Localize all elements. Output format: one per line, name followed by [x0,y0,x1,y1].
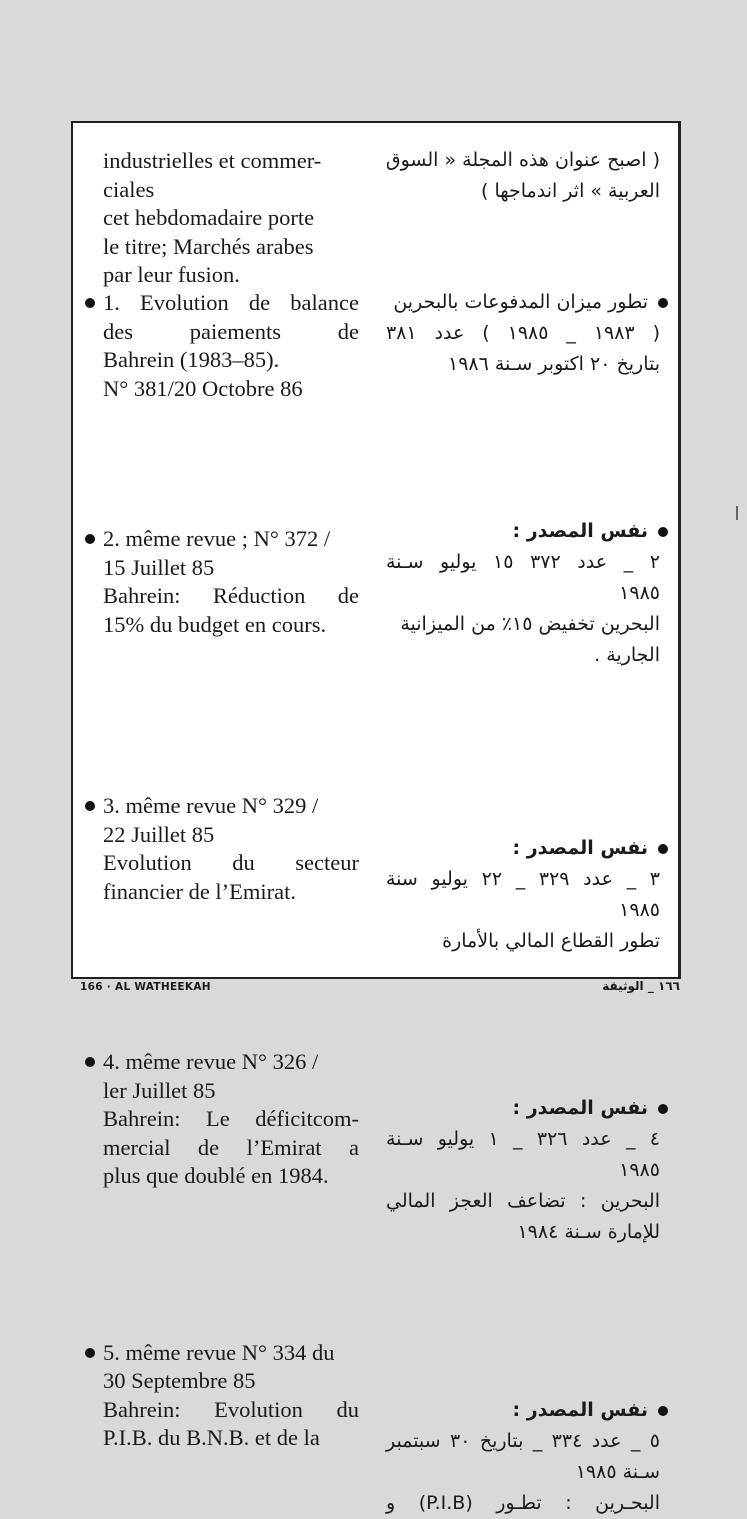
french-item-line: 1. Evolution de balance [103,290,359,315]
french-item-line: 15% du budget en cours. [103,611,327,637]
french-item-line: financier de l’Emirat. [103,878,297,904]
french-item-line: Evolution du secteur [103,850,359,875]
french-item-line: plus que doublé en 1984. [103,1163,329,1188]
french-item-line: 5. même revue N° 334 du [103,1339,335,1365]
arabic-item-line: البحرين : تضاعف العجز المالي [386,1190,660,1212]
bullet-icon [85,1348,95,1358]
french-intro-line: le titre; Marchés arabes [103,233,314,259]
french-intro-line: cet hebdomadaire porte [103,205,315,230]
french-item-3 [73,792,373,906]
bullet-icon [658,298,668,308]
arabic-item-3 [378,833,678,957]
arabic-item-line: تطور القطاع المالي بالأمارة [442,930,660,952]
page-footer [80,981,680,1001]
arabic-intro-line: ( اصبح عنوان هذه المجلة « السوق [385,149,660,171]
arabic-item-line: البحـرين : تطـور (P.I.B) و [386,1492,660,1514]
french-item-line: 22 Juillet 85 [103,821,215,847]
french-item-1 [73,289,373,403]
french-item-5 [73,1339,373,1453]
french-item-line: Bahrein: Réduction de [103,583,359,608]
arabic-item-line: سـنة ١٩٨٥ [575,1461,660,1483]
arabic-item-line: للإمارة سـنة ١٩٨٤ [517,1221,660,1243]
french-item-line: P.I.B. du B.N.B. et de la [103,1425,320,1450]
arabic-intro [378,145,678,207]
french-item-line: ler Juillet 85 [103,1077,216,1103]
arabic-item-line: ٣ _ عدد ٣٢٩ _ ٢٢ يوليو سنة [386,868,660,890]
arabic-item-line: نفس المصدر : [512,837,648,859]
arabic-item-line: نفس المصدر : [512,520,648,542]
arabic-item-line: بتاريخ ٢٠ اكتوبر سـنة ١٩٨٦ [448,353,660,375]
footer-page-label: 166 · AL WATHEEKAH [80,981,211,993]
french-item-line: 15 Juillet 85 [103,554,215,580]
arabic-item-line: ١٩٨٥ [619,1159,660,1181]
bullet-icon [85,1057,95,1067]
french-item-line: mercial de l’Emirat a [103,1134,359,1160]
arabic-item-1 [378,287,678,380]
arabic-item-line: ٤ _ عدد ٣٢٦ _ ١ يوليو سـنة [386,1128,660,1150]
arabic-item-line: ١٩٨٥ [619,582,660,604]
arabic-item-4 [378,1093,678,1248]
french-item-line: Bahrein: Le déficitcom- [103,1106,359,1131]
french-item-line: 2. même revue ; N° 372 / [103,526,331,551]
arabic-item-line: ٥ _ عدد ٣٣٤ _ بتاريخ ٣٠ سبتمبر [386,1430,660,1452]
bullet-icon [658,527,668,537]
french-intro-line: industrielles et commer- [103,148,322,173]
french-intro [73,147,373,290]
french-item-line: 30 Septembre 85 [103,1368,256,1393]
arabic-item-line: ٢ _ عدد ٣٧٢ ١٥ يوليو سـنة [386,551,660,573]
arabic-item-line: ١٩٨٥ [619,899,660,921]
bullet-icon [658,1104,668,1114]
french-item-line: Bahrein (1983–85). [103,347,280,372]
bullet-icon [85,298,95,308]
arabic-item-line: نفس المصدر : [512,1399,648,1421]
arabic-item-line: نفس المصدر : [512,1097,648,1119]
french-item-line: N° 381/20 Octobre 86 [103,375,303,401]
french-item-2 [73,525,373,639]
arabic-item-line: تطور ميزان المدفوعات بالبحرين [393,291,648,313]
arabic-item-2 [378,516,678,671]
bullet-icon [658,844,668,854]
french-intro-line: par leur fusion. [103,262,240,287]
french-item-line: Bahrein: Evolution du [103,1396,359,1422]
arabic-item-5 [378,1395,678,1519]
arabic-item-line: الجارية . [594,644,660,666]
bullet-icon [85,534,95,544]
bullet-icon [85,801,95,811]
arabic-item-line: البحرين تخفيض ١٥٪ من الميزانية [400,613,660,635]
arabic-item-line: ( ١٩٨٣ _ ١٩٨٥ ) عدد ٣٨١ [386,322,660,344]
french-item-line: des paiements de [103,318,359,344]
french-item-line: 3. même revue N° 329 / [103,793,319,818]
scan-mark [736,506,738,520]
footer-page-label-arabic: ١٦٦ _ الوثيقة [602,979,680,993]
french-intro-line: ciales [103,176,155,202]
french-item-line: 4. même revue N° 326 / [103,1049,319,1074]
bullet-icon [658,1406,668,1416]
arabic-intro-line: العربية » اثر اندماجها ) [481,180,660,202]
french-item-4 [73,1048,373,1191]
